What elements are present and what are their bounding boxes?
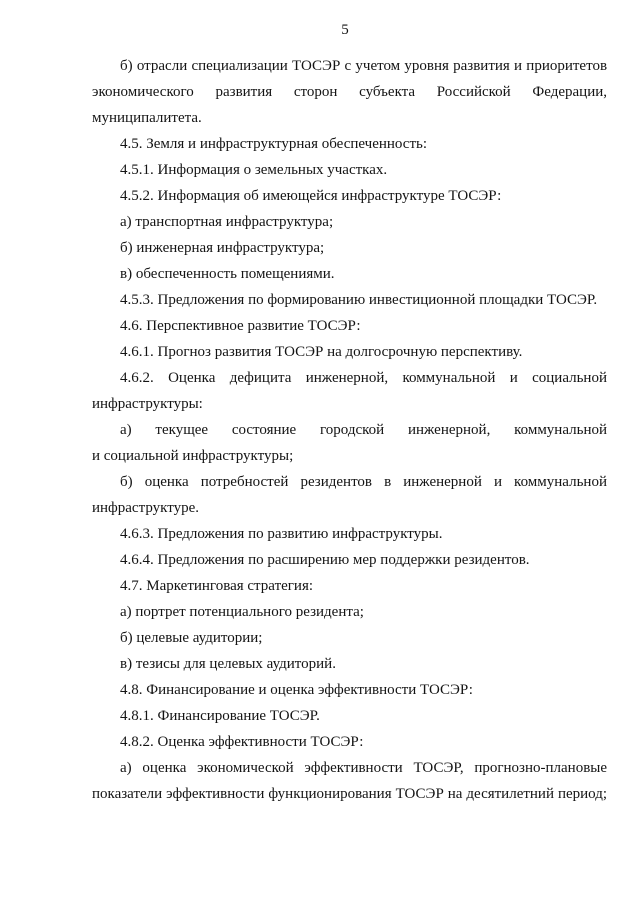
section-heading: 4.8. Финансирование и оценка эффективности ТОСЭР: [120,682,473,698]
text-line: а) оценка экономической эффективности ТОСЭР, прогнозно-плановые [120,760,608,776]
list-item [92,599,607,625]
text-line: экономического развития сторон субъекта Российской Федерации, [92,84,608,100]
text-line: в) обеспеченность помещениями. [120,266,335,282]
text-line: б) целевые аудитории; [120,630,263,646]
text-line: а) текущее состояние городской инженерной, коммунальной [120,422,608,438]
paragraph [92,677,607,703]
list-item [92,651,607,677]
paragraph [92,157,607,183]
text-line: 4.5.3. Предложения по формированию инвестиционной площадки ТОСЭР. [120,292,598,308]
list-item [92,261,607,287]
paragraph [92,339,607,365]
text-line: а) портрет потенциального резидента; [120,604,364,620]
section-heading: 4.5. Земля и инфраструктурная обеспеченность: [120,136,428,152]
text-line: показатели эффективности функционирования ТОСЭР на десятилетний период; [92,786,608,802]
text-line: б) инженерная инфраструктура; [120,240,325,256]
text-line: 4.6.1. Прогноз развития ТОСЭР на долгосрочную перспективу. [120,344,523,360]
paragraph [92,183,607,209]
text-line: б) оценка потребностей резидентов в инженерной и коммунальной [120,474,607,490]
paragraph [92,703,607,729]
text-line: 4.5.2. Информация об имеющейся инфраструктуре ТОСЭР: [120,188,502,204]
paragraph [92,573,607,599]
text-line: 4.8.2. Оценка эффективности ТОСЭР: [120,734,364,750]
text-line: 4.5.1. Информация о земельных участках. [120,162,388,178]
text-line: 4.6.4. Предложения по расширению мер поддержки резидентов. [120,552,530,568]
paragraph [92,313,607,339]
paragraph [92,521,607,547]
text-line: б) отрасли специализации ТОСЭР с учетом уровня развития и приоритетов [120,58,608,74]
text-line: муниципалитета. [92,110,202,126]
list-item [92,755,607,807]
list-item [92,625,607,651]
paragraph [92,131,607,157]
list-item [92,417,607,469]
text-line: а) транспортная инфраструктура; [120,214,334,230]
paragraph [92,287,607,313]
page-number: 5 [341,22,349,38]
paragraph [92,53,607,131]
section-heading: 4.7. Маркетинговая стратегия: [120,578,314,594]
text-line: и социальной инфраструктуры; [92,448,294,464]
list-item [92,469,607,521]
text-line: инфраструктуре. [92,500,199,516]
text-line: в) тезисы для целевых аудиторий. [120,656,336,672]
document-body [92,53,607,807]
paragraph [92,365,607,417]
list-item [92,209,607,235]
text-line: 4.6.2. Оценка дефицита инженерной, коммунальной и социальной [120,370,607,386]
paragraph [92,547,607,573]
text-line: инфраструктуры: [92,396,203,412]
list-item [92,235,607,261]
text-line: 4.6.3. Предложения по развитию инфраструктуры. [120,526,443,542]
paragraph [92,729,607,755]
text-line: 4.8.1. Финансирование ТОСЭР. [120,708,320,724]
section-heading: 4.6. Перспективное развитие ТОСЭР: [120,318,361,334]
